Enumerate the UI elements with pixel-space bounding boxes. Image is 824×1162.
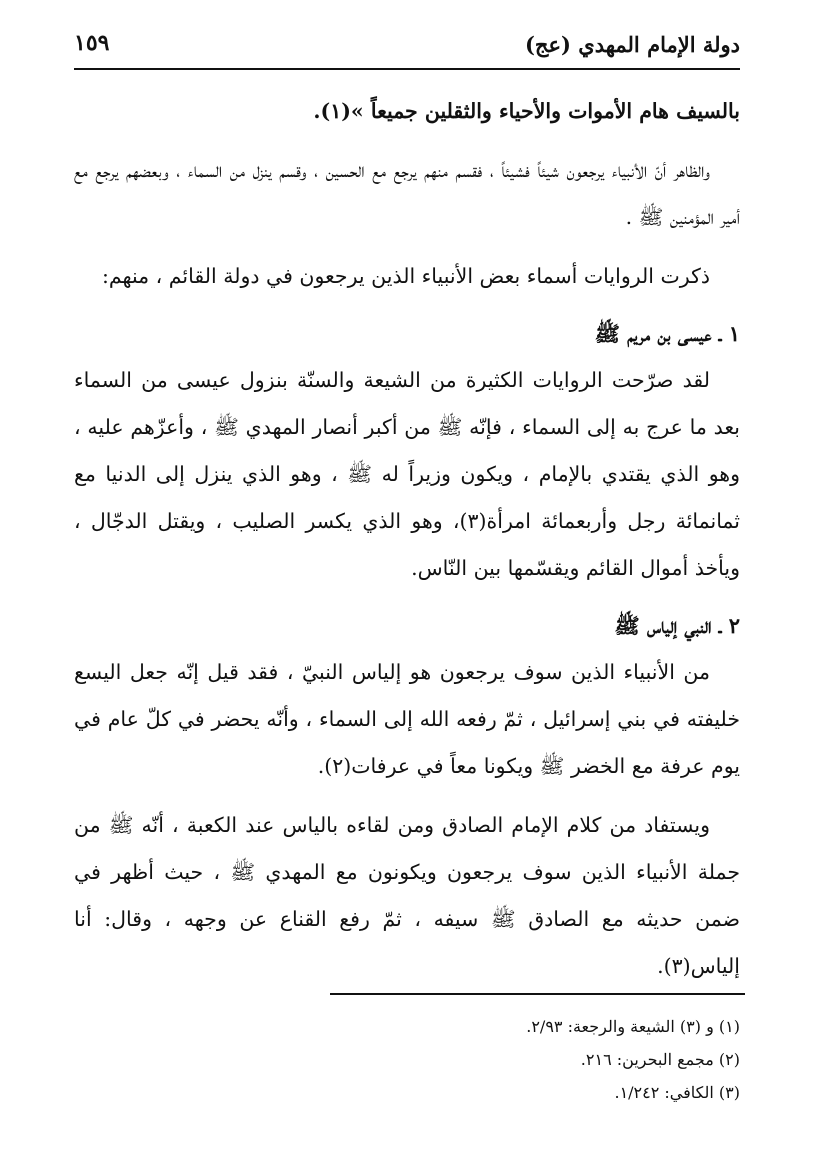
section-heading-isa: ١ ـ عيسى بن مريم ﷺ [594,321,740,346]
footnote-divider [330,993,745,995]
footnote-item: (٢) مجمع البحرين: ٢١٦. [580,1050,740,1069]
section-heading-ilyas: ٢ ـ النبي إلياس ﷺ [614,613,740,638]
paragraph-returning-prophets: والظاهر أنّ الأنبياء يرجعون شيئاً فشيئاً ، فقسم منهم يرجع مع الحسين ، وقسم ينزل من السماء ، وبعضهم يرجع مع أمير المؤمنين ﷺ . [74,158,740,229]
page-body [74,88,740,990]
footnote-item: (١) و (٣) الشيعة والرجعة: ٢/٩٣. [526,1017,740,1036]
page-number: ١٥٩ [74,30,110,56]
continued-quote-line: بالسيف هام الأموات والأحياء والثقلين جميعاً »(١). [313,99,740,123]
paragraph-narrations-intro: ذكرت الروايات أسماء بعض الأنبياء الذين يرجعون في دولة القائم ، منهم: [101,264,710,288]
paragraph-isa: لقد صرّحت الروايات الكثيرة من الشيعة والسنّة بنزول عيسى من السماء بعد ما عرج به إلى السماء ، فإنّه ﷺ من أكبر أنصار المهدي ﷺ ، وأعزّهم عليه ، وهو الذي يقتدي بالإمام ، ويكون وزيراً له ﷺ ، وهو الذي ينزل إلى الدنيا مع ثمانمائة رجل وأربعمائة امرأة(٣)، وهو الذي يكسر الصليب ، ويقتل الدجّال ، ويأخذ أموال القائم ويقسّمها بين النّاس. [74,368,740,580]
footnote-item: (٣) الكافي: ١/٢٤٢. [614,1083,740,1102]
running-header-title: دولة الإمام المهدي (عج) [524,32,740,57]
paragraph-ilyas: من الأنبياء الذين سوف يرجعون هو إلياس النبيّ ، فقد قيل إنّه جعل اليسع خليفته في بني إسرائيل ، ثمّ رفعه الله إلى السماء ، وأنّه يحضر في كلّ عام في يوم عرفة مع الخضر ﷺ ويكونا معاً في عرفات(٢). [74,660,740,778]
header-divider [74,68,740,70]
footnotes [240,1010,740,1109]
paragraph-ilyas-sadiq: ويستفاد من كلام الإمام الصادق ومن لقاءه بالياس عند الكعبة ، أنّه ﷺ من جملة الأنبياء الذين سوف يرجعون ويكونون مع المهدي ﷺ ، حيث أظهر في ضمن حديثه مع الصادق ﷺ سيفه ، ثمّ رفع القناع عن وجهه ، وقال: أنا إلياس(٣). [74,813,740,978]
